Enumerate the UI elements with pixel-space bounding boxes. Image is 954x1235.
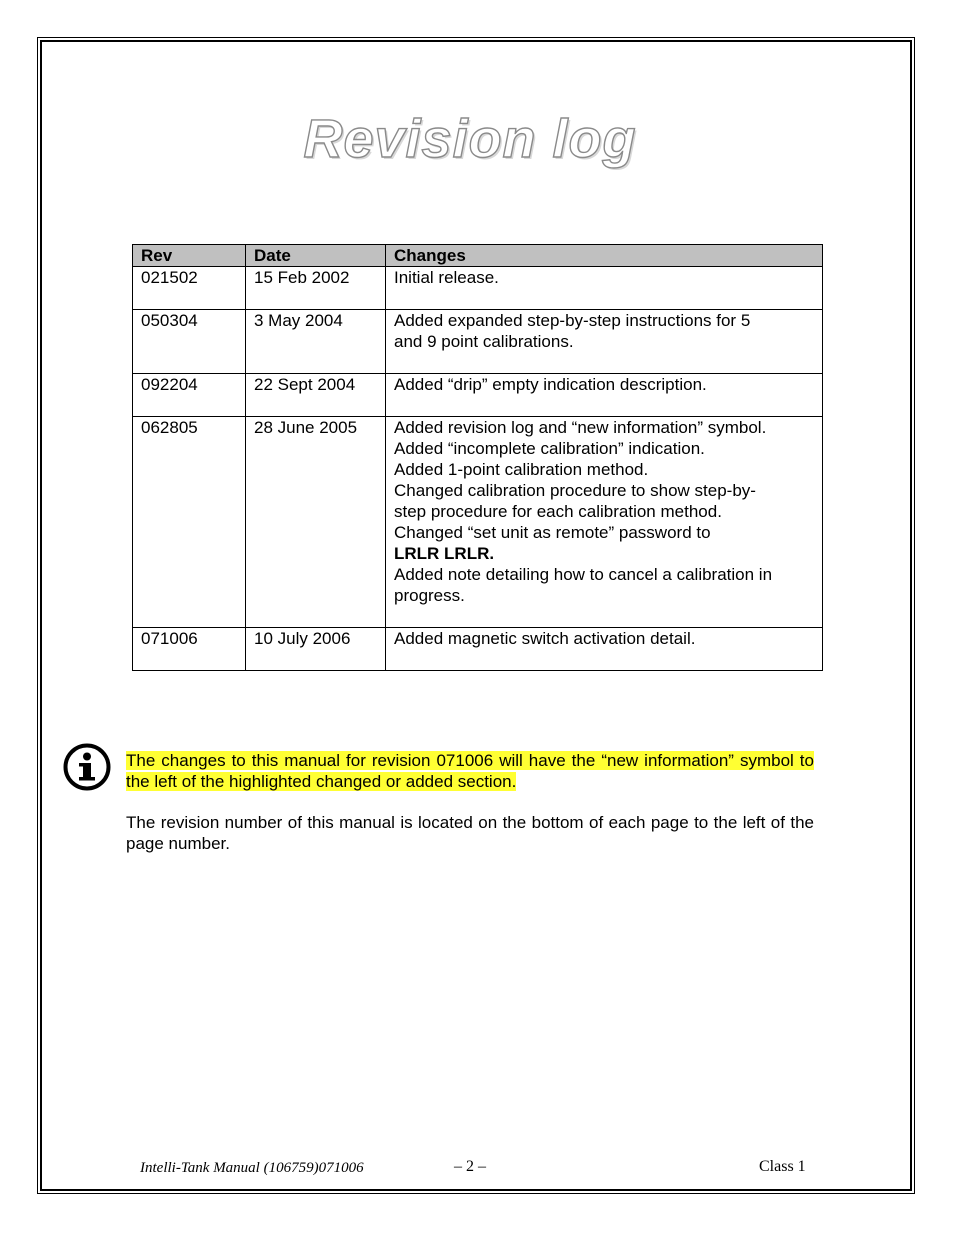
table-row bbox=[133, 310, 823, 374]
change-line: Initial release. bbox=[394, 268, 499, 287]
table-row bbox=[133, 267, 823, 310]
cell-changes bbox=[386, 310, 823, 374]
table-row bbox=[133, 374, 823, 417]
change-line: progress. bbox=[394, 586, 465, 605]
header-date: Date bbox=[246, 245, 386, 267]
header-changes: Changes bbox=[386, 245, 823, 267]
cell-rev: 092204 bbox=[133, 374, 246, 417]
cell-changes bbox=[386, 417, 823, 628]
change-line: Changed calibration procedure to show step-by- bbox=[394, 481, 756, 500]
cell-changes bbox=[386, 374, 823, 417]
cell-rev: 071006 bbox=[133, 628, 246, 671]
revision-table bbox=[132, 244, 823, 671]
cell-date: 28 June 2005 bbox=[246, 417, 386, 628]
header-rev: Rev bbox=[133, 245, 246, 267]
footer-page-number: – 2 – bbox=[454, 1158, 486, 1175]
cell-changes bbox=[386, 267, 823, 310]
cell-date: 15 Feb 2002 bbox=[246, 267, 386, 310]
change-line: and 9 point calibrations. bbox=[394, 332, 574, 351]
table-header-row bbox=[133, 245, 823, 267]
change-line: Added note detailing how to cancel a calibration in bbox=[394, 565, 773, 584]
change-line: Added “drip” empty indication description. bbox=[394, 375, 707, 394]
change-line: LRLR LRLR. bbox=[394, 544, 495, 563]
cell-rev: 062805 bbox=[133, 417, 246, 628]
note-paragraph: The revision number of this manual is located on the bottom of each page to the left of the page number. bbox=[126, 813, 814, 853]
change-line: step procedure for each calibration method. bbox=[394, 502, 722, 521]
cell-date: 22 Sept 2004 bbox=[246, 374, 386, 417]
cell-changes bbox=[386, 628, 823, 671]
cell-rev: 050304 bbox=[133, 310, 246, 374]
footer-class: Class 1 bbox=[759, 1158, 806, 1175]
change-line: Added magnetic switch activation detail. bbox=[394, 629, 696, 648]
cell-date: 10 July 2006 bbox=[246, 628, 386, 671]
cell-date: 3 May 2004 bbox=[246, 310, 386, 374]
revision-note bbox=[126, 750, 814, 874]
info-icon bbox=[62, 742, 112, 792]
change-line: Added revision log and “new information” symbol. bbox=[394, 418, 767, 437]
page-title: Revision log bbox=[303, 109, 637, 169]
table-row bbox=[133, 628, 823, 671]
cell-rev: 021502 bbox=[133, 267, 246, 310]
change-line: Added 1-point calibration method. bbox=[394, 460, 649, 479]
table-row bbox=[133, 417, 823, 628]
highlighted-note: The changes to this manual for revision 071006 will have the “new information” symbol to the left of the highlighted changed or added section. bbox=[126, 751, 814, 791]
change-line: Added expanded step-by-step instructions for 5 bbox=[394, 311, 751, 330]
footer-manual-name: Intelli-Tank Manual (106759)071006 bbox=[140, 1160, 364, 1176]
change-line: Changed “set unit as remote” password to bbox=[394, 523, 711, 542]
change-line: Added “incomplete calibration” indication. bbox=[394, 439, 705, 458]
table-body bbox=[133, 267, 823, 671]
